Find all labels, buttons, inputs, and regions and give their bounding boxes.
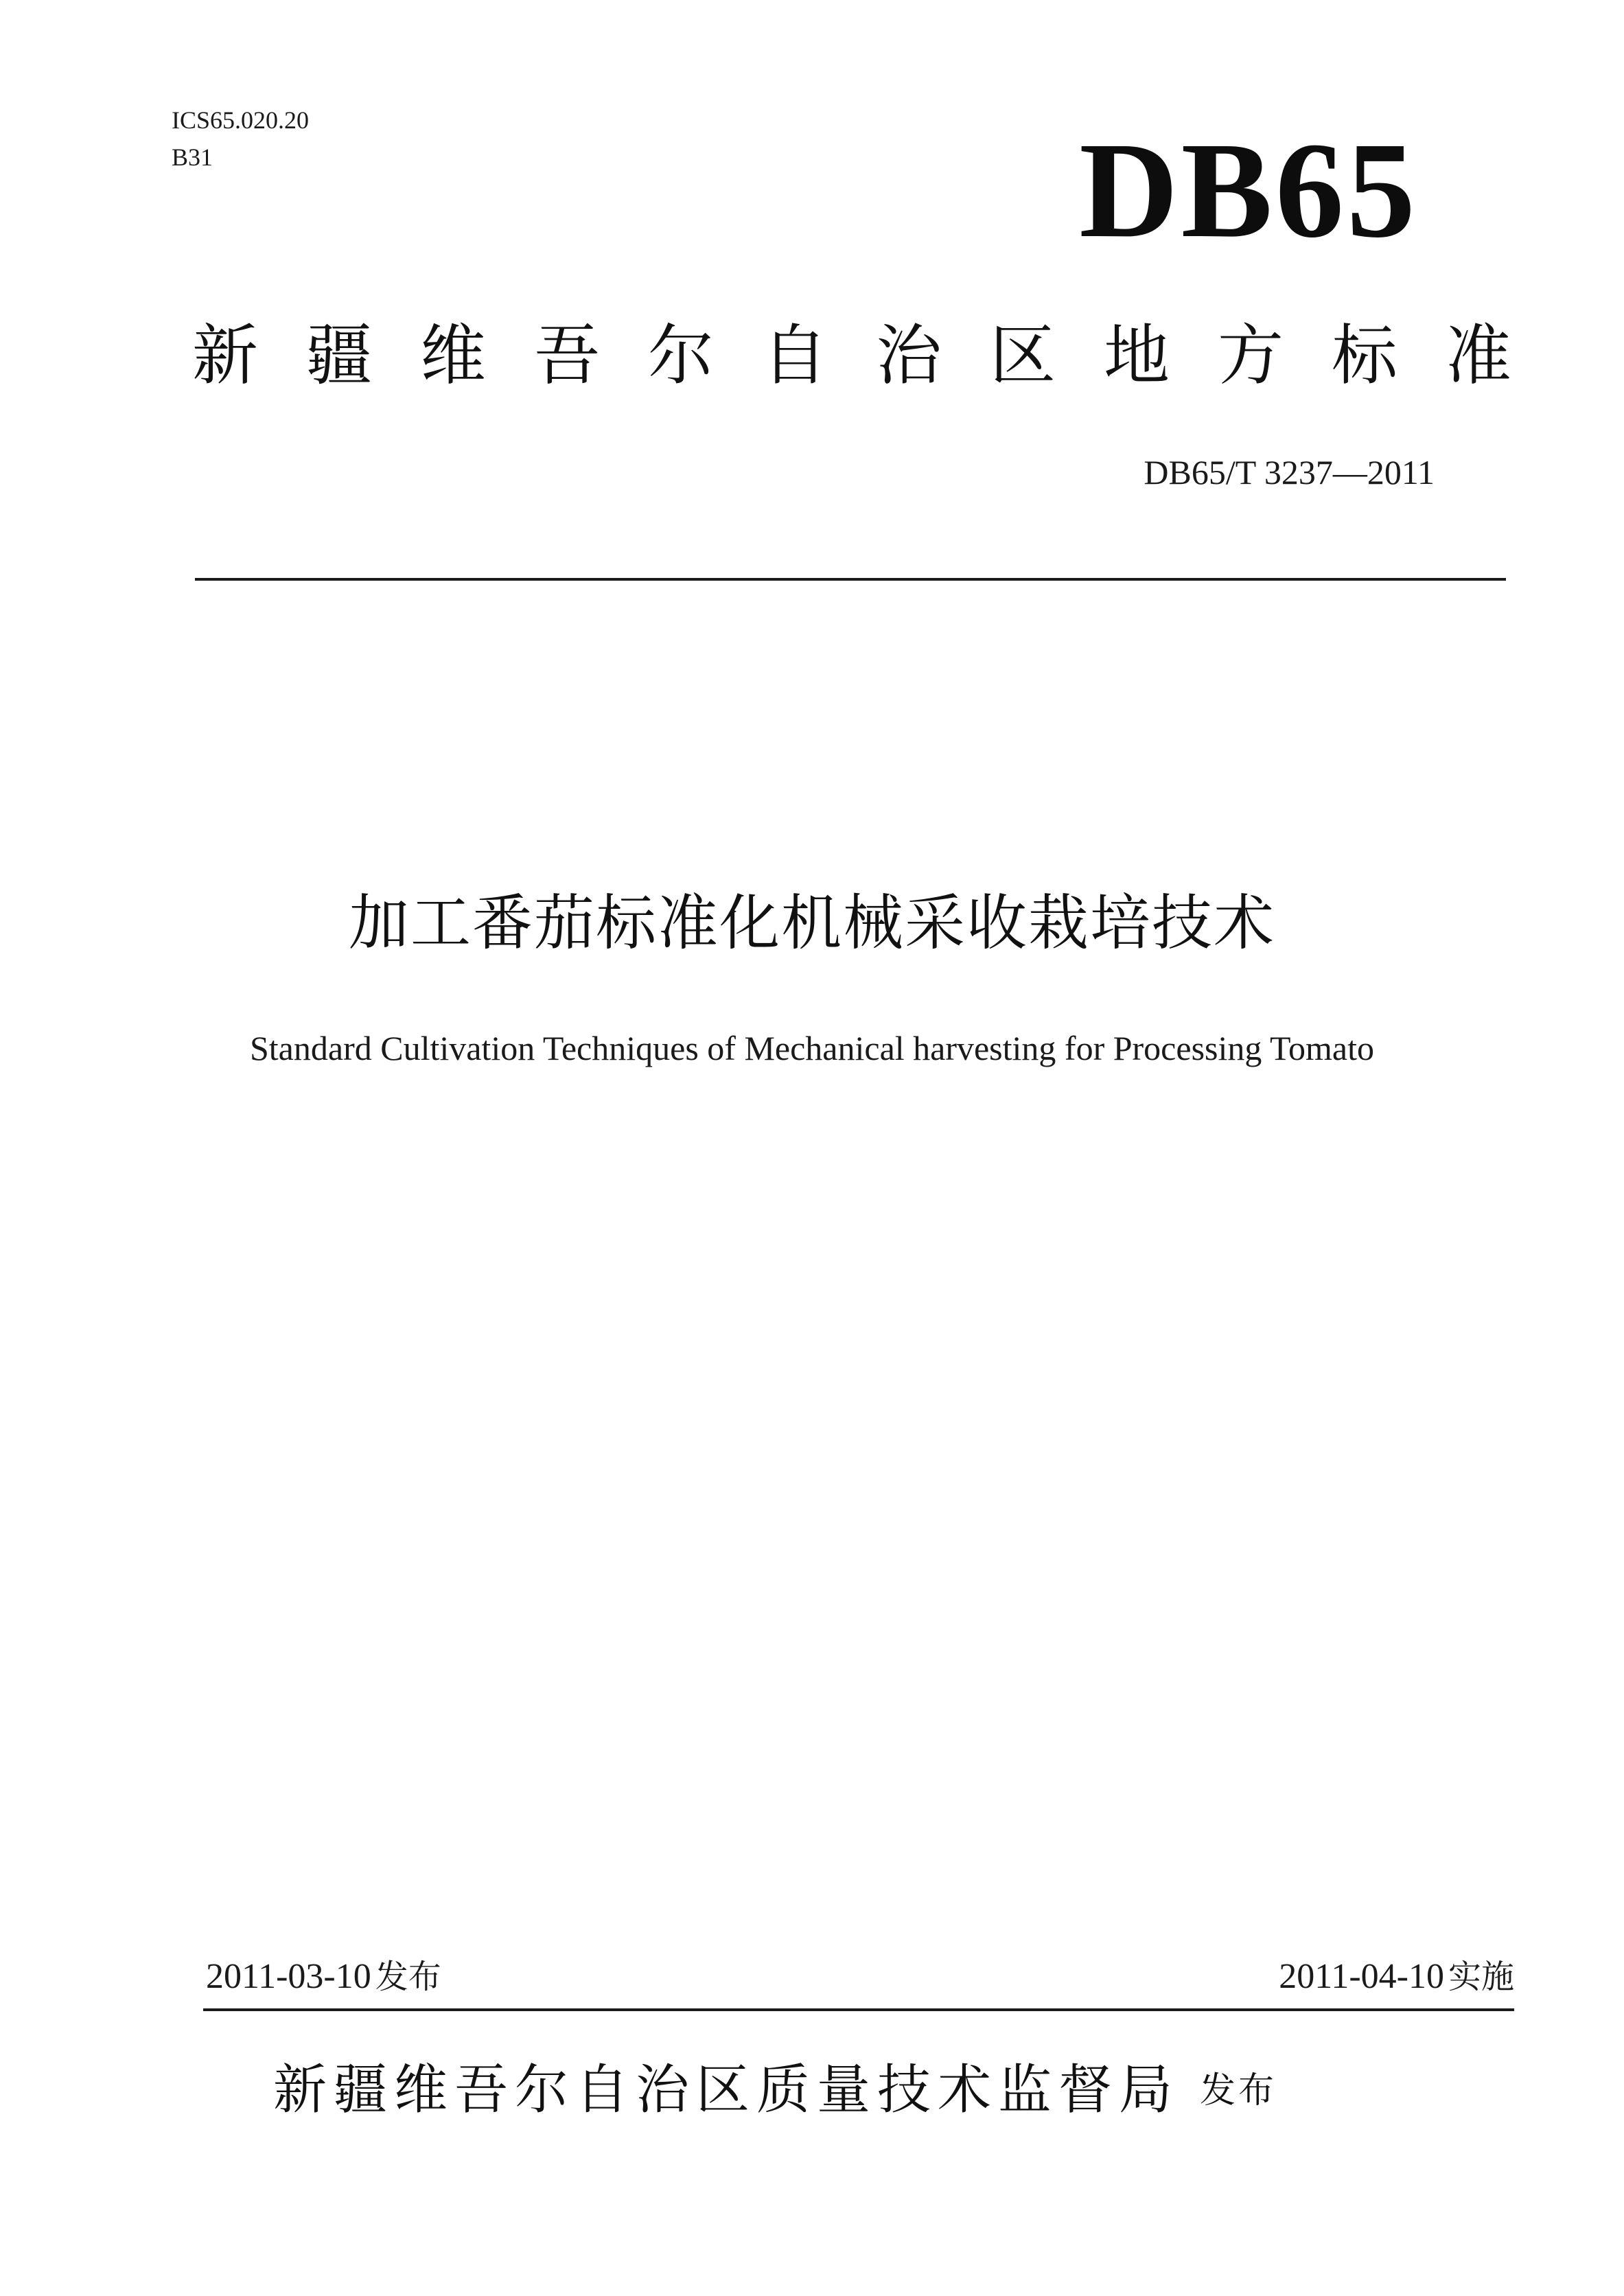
implement-label: 实施 xyxy=(1448,1958,1514,1996)
issue-label: 发布 xyxy=(375,1958,441,1996)
issue-date-block xyxy=(206,1953,441,2001)
issuer-line xyxy=(273,2052,1277,2129)
classification-codes xyxy=(172,102,309,176)
ccs-code: B31 xyxy=(172,143,213,171)
standard-logo: DB65 xyxy=(1079,115,1418,266)
issuer-name: 新疆维吾尔自治区质量技术监督局 xyxy=(273,2059,1180,2121)
header-divider xyxy=(195,578,1506,581)
issue-date: 2011-03-10 xyxy=(206,1957,371,1996)
footer-divider xyxy=(203,2008,1514,2011)
implement-date-block xyxy=(1279,1953,1514,2001)
implement-date: 2011-04-10 xyxy=(1279,1957,1444,1996)
ics-code: ICS65.020.20 xyxy=(172,106,310,134)
standard-number: DB65/T 3237—2011 xyxy=(1144,453,1435,491)
title-chinese: 加工番茄标准化机械采收栽培技术 xyxy=(348,888,1275,958)
title-english: Standard Cultivation Techniques of Mechanical harvesting for Processing Tomato xyxy=(249,1029,1374,1067)
issuer-suffix: 发布 xyxy=(1200,2070,1277,2111)
standard-type-heading: 新疆维吾尔自治区地方标准 xyxy=(192,317,1559,394)
date-row xyxy=(206,1953,1514,2001)
